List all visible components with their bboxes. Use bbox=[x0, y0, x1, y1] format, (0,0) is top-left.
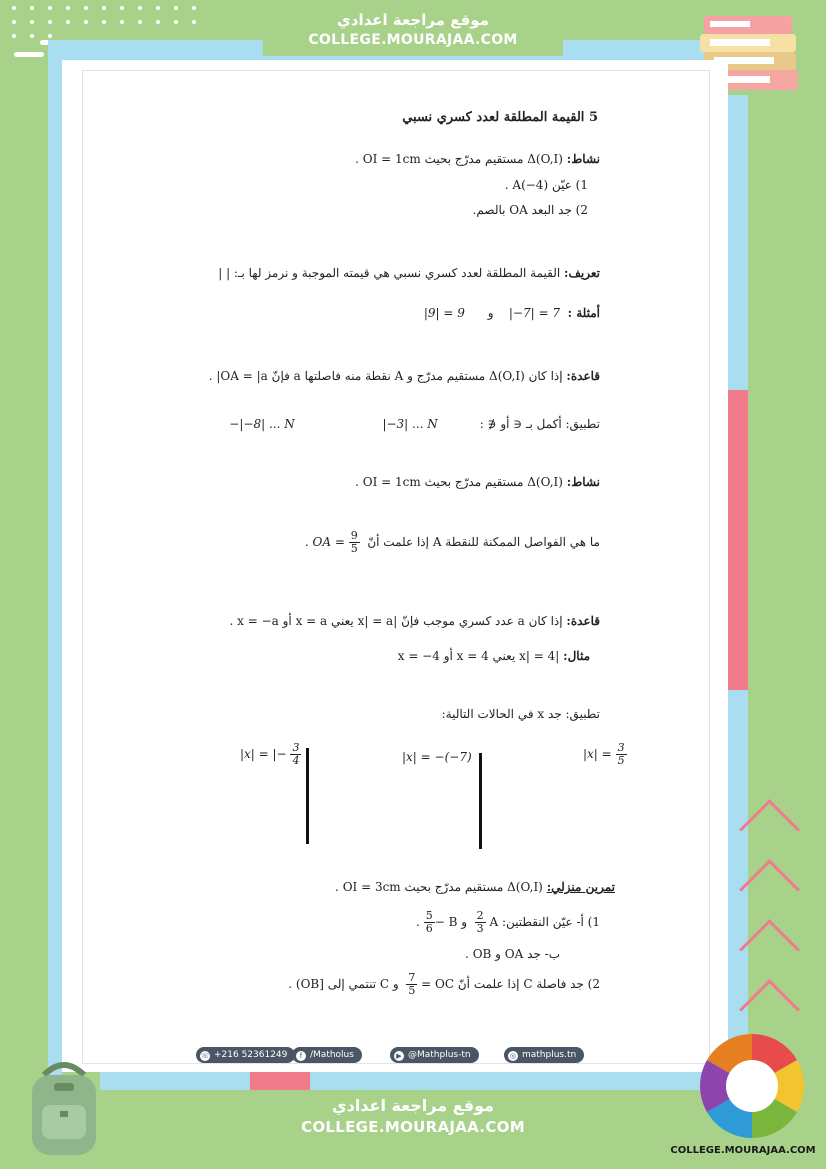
question-text: ما هي الفواصل الممكنة للنقطة A إذا علمت أنّ bbox=[367, 535, 600, 550]
globe-icon: ◎ bbox=[509, 1052, 517, 1060]
phone-icon: ☏ bbox=[200, 1052, 210, 1060]
homework bbox=[335, 881, 615, 893]
rule-1-text: إذا كان Δ(O,I) مستقيم مدرّج و A نقطة منه فاصلتها a فإنّ OA = |a| . bbox=[208, 369, 563, 383]
examples-and: و bbox=[487, 306, 494, 320]
social-website[interactable] bbox=[504, 1047, 584, 1063]
document-frame bbox=[82, 70, 710, 1064]
header-banner bbox=[263, 8, 563, 56]
social-facebook[interactable] bbox=[292, 1047, 362, 1063]
example-2: |9| = 9 bbox=[423, 306, 465, 320]
example-1: |−7| = 7 bbox=[508, 306, 560, 320]
chevron-icon bbox=[739, 859, 800, 920]
activity-2-text: Δ(O,I) مستقيم مدرّج بحيث OI = 1cm . bbox=[355, 475, 563, 489]
case-1-lhs: |x| = bbox=[583, 747, 612, 762]
case-3-lhs: |x| = |− bbox=[240, 747, 287, 762]
fraction bbox=[406, 972, 417, 997]
rule-2 bbox=[229, 615, 600, 627]
case-2: |x| = −(−7) bbox=[402, 750, 472, 764]
footer-site-en[interactable]: COLLEGE.MOURAJAA.COM bbox=[301, 1118, 525, 1136]
section-title: 5 القيمة المطلقة لعدد كسري نسبي bbox=[402, 110, 598, 125]
social-website-label: mathplus.tn bbox=[522, 1050, 577, 1060]
activity-text: Δ(O,I) مستقيم مدرّج بحيث OI = 1cm . bbox=[355, 152, 563, 166]
homework-q1a-mid: و B bbox=[448, 915, 468, 930]
example-2-line bbox=[398, 650, 590, 662]
decor-stripe-pink bbox=[728, 390, 748, 690]
activity-2 bbox=[355, 476, 600, 488]
logo-url[interactable]: COLLEGE.MOURAJAA.COM bbox=[670, 1145, 816, 1156]
decor-dash bbox=[14, 52, 44, 57]
fraction bbox=[616, 742, 627, 767]
decor-stripe-pink-bottom bbox=[250, 1072, 310, 1090]
social-youtube[interactable] bbox=[390, 1047, 479, 1063]
application-1-label: تطبيق: أكمل بـ ∈ أو ∉ : bbox=[479, 417, 600, 431]
fraction-denominator: 3 bbox=[476, 922, 484, 936]
example-2-label: مثال: bbox=[563, 649, 590, 663]
homework-q1a-sign: − bbox=[434, 915, 445, 930]
activity-line bbox=[355, 153, 600, 165]
homework-q1b: ب- جد OA و OB . bbox=[465, 947, 560, 961]
rule-2-label: قاعدة: bbox=[566, 614, 600, 628]
fraction-denominator: 6 bbox=[425, 922, 433, 936]
social-facebook-label: /Matholus bbox=[310, 1050, 354, 1060]
application-1-a: |−3| ... N bbox=[382, 417, 438, 431]
homework-q1a-end: . bbox=[416, 915, 420, 930]
case-3 bbox=[240, 742, 309, 767]
column-divider bbox=[479, 753, 482, 849]
fraction-numerator: 7 bbox=[408, 971, 416, 984]
homework-q2-pre: 2) جد فاصلة C إذا علمت أنّ OC = bbox=[421, 977, 600, 992]
homework-q1a bbox=[416, 910, 600, 935]
fraction-denominator: 4 bbox=[292, 754, 300, 768]
definition bbox=[218, 267, 600, 279]
rule-1-label: قاعدة: bbox=[566, 369, 600, 383]
homework-text: Δ(O,I) مستقيم مدرّج بحيث OI = 3cm . bbox=[335, 880, 543, 894]
fraction bbox=[349, 530, 360, 555]
header-site-en[interactable]: COLLEGE.MOURAJAA.COM bbox=[308, 32, 518, 48]
social-youtube-label: @Mathplus-tn bbox=[408, 1050, 471, 1060]
homework-label: تمرين منزلي: bbox=[546, 880, 615, 894]
examples bbox=[424, 307, 600, 319]
application-2-label: تطبيق: جد x في الحالات التالية: bbox=[441, 707, 600, 721]
fraction-numerator: 2 bbox=[476, 909, 484, 922]
activity-q2: 2) جد البعد OA بالصم. bbox=[472, 203, 588, 217]
decor-stripe-bottom bbox=[100, 1072, 740, 1090]
activity-q1: 1) عيّن A(−4) . bbox=[504, 178, 588, 192]
fraction-denominator: 5 bbox=[617, 754, 625, 768]
logo-wheel-icon bbox=[696, 1030, 808, 1142]
fraction-numerator: 9 bbox=[350, 529, 358, 542]
social-phone[interactable] bbox=[196, 1047, 295, 1063]
homework-q1a-pre: 1) أ- عيّن النقطتين: A bbox=[489, 915, 600, 930]
footer-site-ar: موقع مراجعة اعدادي bbox=[331, 1096, 495, 1115]
fraction-numerator: 3 bbox=[292, 741, 300, 754]
fraction bbox=[290, 742, 301, 767]
rule-2-text: إذا كان a عدد كسري موجب فإنّ |x| = a يعني x = a أو x = −a . bbox=[229, 614, 563, 628]
question-lhs: OA = bbox=[312, 535, 345, 550]
document-page bbox=[62, 60, 728, 1072]
facebook-icon: f bbox=[296, 1051, 306, 1061]
youtube-icon: ▶ bbox=[394, 1051, 404, 1061]
examples-label: أمثلة : bbox=[567, 306, 600, 320]
homework-q2 bbox=[288, 972, 600, 997]
application-1-b: −|−8| ... N bbox=[229, 417, 295, 431]
homework-q2-end: و C تنتمي إلى [OB) . bbox=[288, 977, 399, 992]
fraction-denominator: 5 bbox=[350, 542, 358, 556]
footer-banner bbox=[263, 1090, 563, 1150]
question bbox=[305, 530, 600, 555]
application-1 bbox=[229, 418, 600, 430]
backpack-icon bbox=[14, 1055, 114, 1159]
activity-label: نشاط: bbox=[566, 152, 600, 166]
activity-2-label: نشاط: bbox=[566, 475, 600, 489]
fraction-denominator: 5 bbox=[408, 984, 416, 998]
fraction-numerator: 5 bbox=[425, 909, 433, 922]
fraction bbox=[475, 910, 486, 935]
rule-1 bbox=[209, 370, 600, 382]
decor-stripe-left bbox=[48, 40, 62, 1090]
example-2-text: |x| = 4 يعني x = 4 أو x = −4 bbox=[397, 649, 560, 663]
chevron-icon bbox=[739, 799, 800, 860]
social-phone-label: +216 52361249 bbox=[214, 1050, 288, 1060]
column-divider bbox=[306, 748, 309, 844]
case-1 bbox=[583, 742, 627, 767]
question-end: . bbox=[304, 535, 309, 550]
fraction bbox=[424, 910, 435, 935]
question-formula bbox=[313, 530, 360, 555]
definition-text: القيمة المطلقة لعدد كسري نسبي هي قيمته الموجبة و نرمز لها بـ: | | bbox=[218, 266, 561, 280]
fraction-numerator: 3 bbox=[617, 741, 625, 754]
chevron-icon bbox=[739, 919, 800, 980]
definition-label: تعريف: bbox=[564, 266, 600, 280]
header-site-ar: موقع مراجعة اعدادي bbox=[337, 11, 489, 29]
